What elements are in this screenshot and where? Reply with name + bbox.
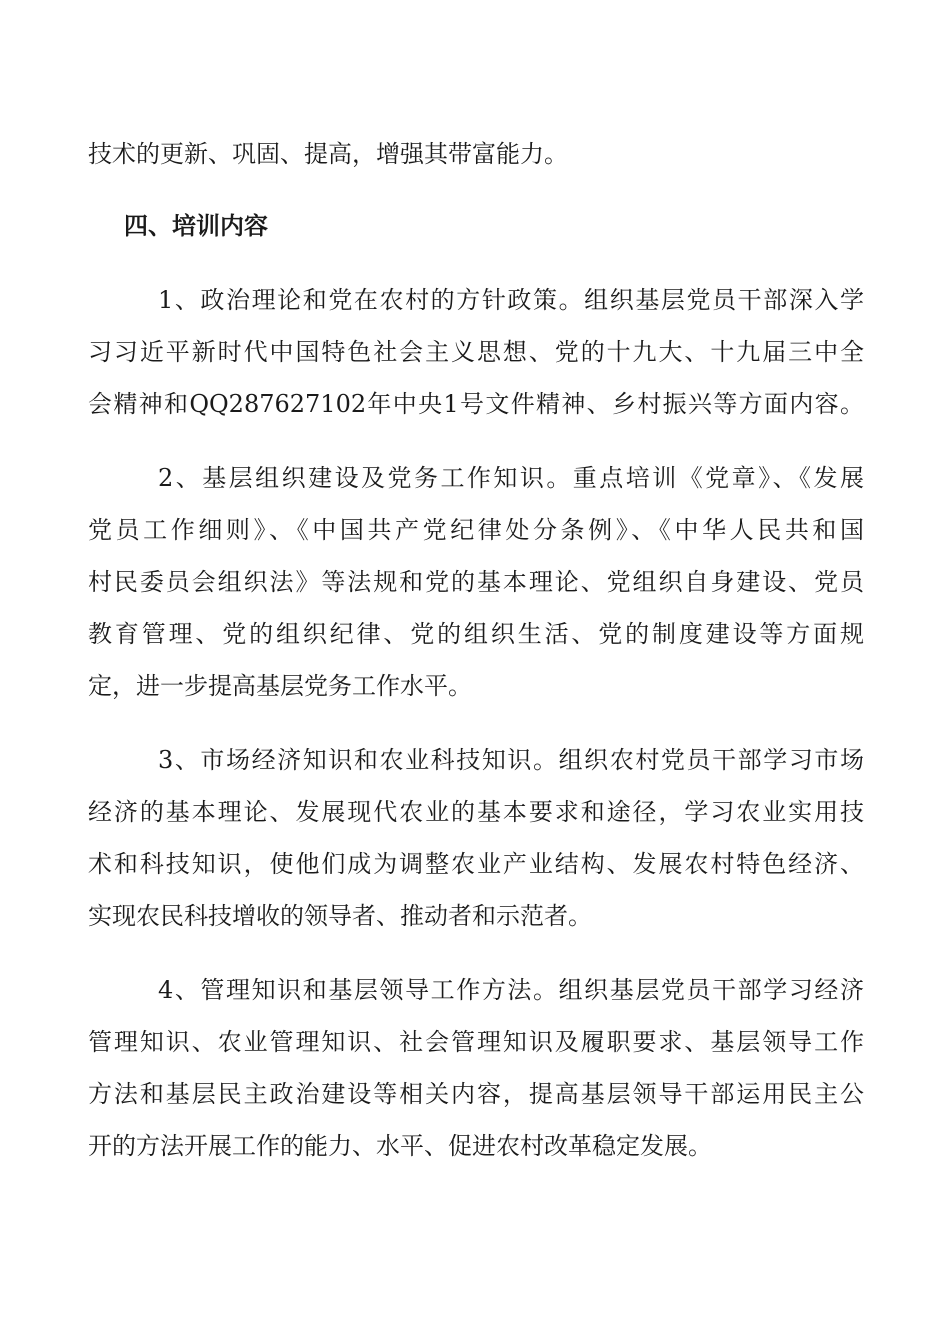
- paragraph-line: 术和科技知识，使他们成为调整农业产业结构、发展农村特色经济、: [88, 850, 864, 878]
- paragraph-line: 党员工作细则》、《中国共产党纪律处分条例》、《中华人民共和国: [88, 516, 864, 544]
- paragraph-2: [88, 452, 864, 712]
- paragraph-line: 村民委员会组织法》等法规和党的基本理论、党组织自身建设、党员: [88, 568, 864, 596]
- document-page: [88, 128, 864, 1172]
- intro-tail-line: 技术的更新、巩固、提高，增强其带富能力。: [88, 140, 568, 168]
- paragraph-line: 定，进一步提高基层党务工作水平。: [88, 672, 472, 700]
- paragraph-line: 管理知识、农业管理知识、社会管理知识及履职要求、基层领导工作: [88, 1028, 864, 1056]
- paragraph-line: 会精神和QQ287627102年中央1号文件精神、乡村振兴等方面内容。: [88, 390, 864, 418]
- paragraph-line: 经济的基本理论、发展现代农业的基本要求和途径，学习农业实用技: [88, 798, 864, 826]
- paragraph-line: 开的方法开展工作的能力、水平、促进农村改革稳定发展。: [88, 1132, 712, 1160]
- paragraph-4: [88, 964, 864, 1172]
- paragraph-line: 4、管理知识和基层领导工作方法。组织基层党员干部学习经济: [158, 976, 864, 1004]
- paragraph-line: 习习近平新时代中国特色社会主义思想、党的十九大、十九届三中全: [88, 338, 864, 366]
- paragraph-line: 2、基层组织建设及党务工作知识。重点培训《党章》、《发展: [158, 464, 864, 492]
- paragraph-line: 1、政治理论和党在农村的方针政策。组织基层党员干部深入学: [158, 286, 864, 314]
- paragraph-line: 教育管理、党的组织纪律、党的组织生活、党的制度建设等方面规: [88, 620, 864, 648]
- paragraph-1: [88, 274, 864, 430]
- paragraph-line: 3、市场经济知识和农业科技知识。组织农村党员干部学习市场: [158, 746, 864, 774]
- paragraph-3: [88, 734, 864, 942]
- section-heading: 四、培训内容: [124, 212, 268, 240]
- paragraph-line: 方法和基层民主政治建设等相关内容，提高基层领导干部运用民主公: [88, 1080, 864, 1108]
- paragraph-line: 实现农民科技增收的领导者、推动者和示范者。: [88, 902, 592, 930]
